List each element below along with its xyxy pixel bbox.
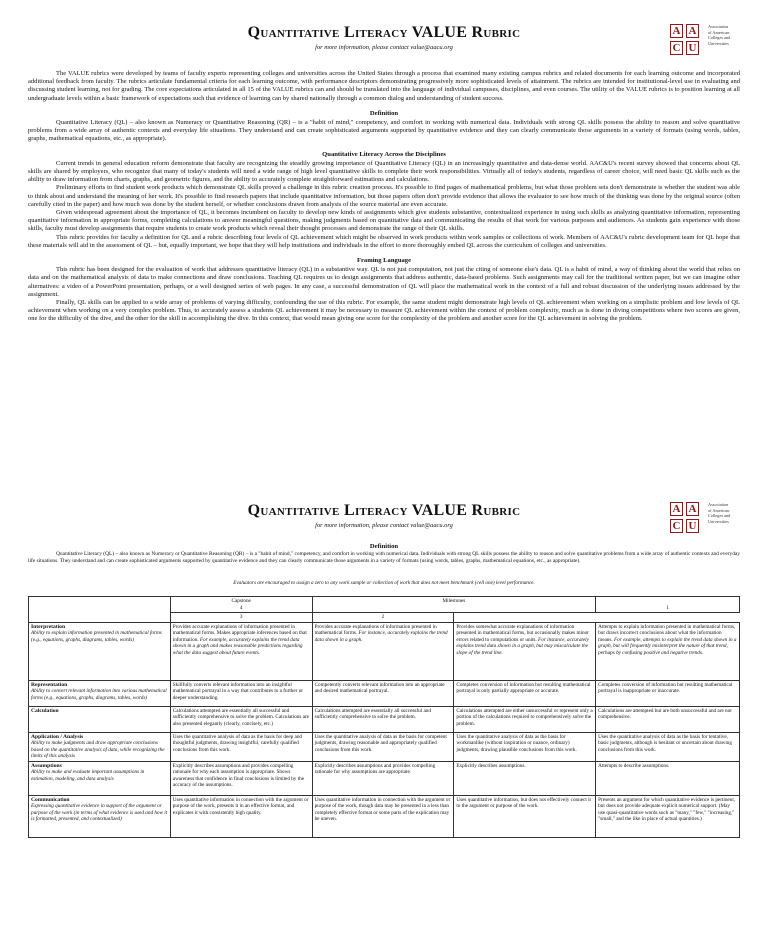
performance-cell [596, 680, 740, 706]
performance-text: Calculations are attempted but are both unsuccessful and are not comprehensive. [598, 707, 732, 720]
performance-text: Explicitly describes assumptions. [456, 762, 526, 769]
performance-text: Uses quantitative information in connection with the argument or purpose of the work, presents it in an effective format, and explicates it with consistently high quality. [172, 796, 309, 816]
criterion-name: Assumptions [31, 762, 62, 769]
criterion-cell [29, 761, 171, 795]
framing-paragraph: This rubric has been designed for the evaluation of work that addresses quantitative literacy (QL) in a substantive way. QL is not just computation, not just the citing of someone else's data. QL is a habit of mind, a way of thinking about the world that relies on data and on the mathematical analysis of data to make connections and draw conclusions. Teaching QL requires us to design assignments that address authentic, data-based problems. Such assignments may call for the traditional written paper, but we can imagine other alternatives: a video of a PowerPoint presentation, perhaps, or a well designed series of web pages. In any case, a successful demonstration of QL will place the mathematical work in the context of a full and robust discussion of the underlying issues addressed by the assignment. [28, 266, 740, 298]
disciplines-paragraph: Current trends in general education reform demonstrate that faculty are recognizing the steadily growing importance of Quantitative Literacy (QL) in an increasingly quantitative and data-dense world. AAC&U's recent survey showed that concerns about QL skills are shared by employers, who recognize that many of today's students will need a wide range of high level quantitative skills to complete their work responsibilities. Virtually all of today's students, regardless of career choice, will need basic QL skills such as the ability to draw information from charts, graphs, and geometric figures, and the ability to accurately complete straightforward estimations and calculations. [28, 159, 740, 184]
performance-text: Provides accurate explanations of information presented in mathematical forms. [314, 623, 437, 636]
criterion-cell [29, 795, 171, 837]
definition-heading: Definition [369, 543, 399, 550]
header-row [29, 597, 740, 613]
performance-text: Completes conversion of information but resulting mathematical portrayal is only partially appropriate or accurate. [456, 681, 591, 694]
criterion-name: Representation [31, 681, 68, 688]
page-two-header [0, 478, 768, 530]
logo-line: Universities [708, 518, 729, 524]
performance-example: For example, accurately explains the trend data shown in a graph and makes reasonable predictions regarding what the data suggest about future events. [172, 636, 303, 656]
performance-cell [170, 761, 312, 795]
logo-letter: A [686, 24, 699, 38]
page-title: Quantitative Literacy VALUE Rubric [247, 24, 521, 41]
page-title: Quantitative Literacy VALUE Rubric [247, 502, 521, 519]
contact-line: for more information, please contact value@aacu.org [315, 522, 453, 529]
performance-cell [170, 795, 312, 837]
performance-cell [454, 795, 596, 837]
definition-heading: Definition [369, 109, 399, 117]
capstone-label: Capstone [231, 598, 251, 604]
definition-paragraph: Quantitative Literacy (QL) – also known as Numeracy or Quantitative Reasoning (QR) – is a "habit of mind," competency, and comfort in working with numerical data. Individuals with strong QL skills possess the ability to reason and solve quantitative problems from a wide array of authentic contexts and everyday life situations. They understand and can create sophisticated arguments supported by quantitative evidence and they can clearly communicate those arguments in a variety of formats (using words, tables, graphs, mathematical equations, etc., as appropriate). [28, 119, 740, 143]
criterion-cell [29, 680, 171, 706]
performance-cell [312, 795, 454, 837]
performance-text: Presents an argument for which quantitative evidence is pertinent, but does not provide adequate explicit numerical support. (May use quasi-quantitative words such as "many," "few," "increasing," "small," and the like in place of actual quantities.) [598, 796, 736, 822]
framing-heading: Framing Language [356, 257, 412, 265]
performance-cell [454, 622, 596, 680]
performance-text: Calculations attempted are either unsuccessful or represent only a portion of the calculations required to comprehensively solve the problem. [456, 707, 593, 727]
performance-cell [454, 680, 596, 706]
performance-text: Attempts to explain information presented in mathematical forms, but draws incorrect conclusions about what the information means. [598, 623, 736, 643]
criterion-name: Interpretation [31, 623, 66, 630]
definition-paragraph: Quantitative Literacy (QL) – also known as Numeracy or Quantitative Reasoning (QR) – is a "habit of mind," competency, and comfort in working with numerical data. Individuals with strong QL skills possess the ability to reason and solve quantitative problems from a wide array of authentic contexts and everyday life situations. They understand and can create sophisticated arguments supported by quantitative evidence and they can clearly communicate those arguments in a variety of formats (using words, tables, graphs, mathematical equations, etc., as appropriate). [28, 551, 740, 564]
aacu-logo [670, 24, 750, 64]
performance-cell [170, 706, 312, 732]
logo-line: Colleges and [708, 35, 731, 41]
performance-cell [312, 680, 454, 706]
performance-cell [454, 706, 596, 732]
criterion-description: Ability to make judgments and draw appropriate conclusions based on the quantitative analysis of data, while recognizing the limits of this analysis [31, 740, 165, 759]
logo-letter: A [670, 502, 683, 516]
criterion-description: Ability to explain information presented in mathematical forms (e.g., equations, graphs, diagrams, tables, words) [31, 630, 162, 643]
performance-text: Uses the quantitative analysis of data as the basis for competent judgments, drawing reasonable and appropriately qualified conclusions from this work. [314, 733, 447, 753]
performance-example: For example, attempts to explain the trend data shown in a graph, but will frequently misinterpret the nature of that trend, perhaps by confusing positive and negative trends. [598, 636, 737, 656]
logo-line: Association [708, 24, 729, 29]
logo-wordmark [708, 502, 730, 524]
performance-text: Calculations attempted are essentially all successful and sufficiently comprehensive to solve the problem. Calculations are also presented elegantly (clearly, concisely, etc.) [172, 707, 309, 727]
disciplines-heading: Quantitative Literacy Across the Disciplines [322, 150, 446, 158]
benchmark-header [596, 597, 740, 613]
criteria-header [29, 597, 171, 623]
disciplines-paragraph: Given widespread agreement about the importance of QL, it becomes incumbent on faculty to develop new kinds of assignments which give students substantive, contextualized experience in using such skills as analyzing quantitative information, representing quantitative information in appropriate forms, completing calculations to answer meaningful questions, making judgments based on quantitative data and communicating the results of that work for various purposes and audiences. As students gain experience with those skills, faculty must develop assignments that require students to create work products which reveal their thought processes and demonstrate the range of their QL skills. [28, 209, 740, 233]
logo-letter: C [670, 519, 683, 533]
capstone-header [170, 597, 312, 613]
logo-wordmark [708, 24, 730, 46]
logo-letter: A [670, 24, 683, 38]
performance-text: Provides somewhat accurate explanations of information presented in mathematical forms, but occasionally makes minor errors related to computations or units. [456, 623, 589, 643]
performance-cell [170, 622, 312, 680]
page-one-header [0, 0, 768, 52]
performance-cell [596, 732, 740, 761]
disciplines-paragraph: Preliminary efforts to find student work products which demonstrate QL skills proved a challenge in this rubric creation process. It's possible to find pages of mathematical problems, but what those problem sets don't demonstrate is whether the student was able to think about and understand the meaning of her work. It's possible to find research papers that include quantitative information, but those papers often don't provide evidence that allows the evaluator to see how much of the thinking was done by the original source (often carefully cited in the paper) and how much was done by the student herself, or whether conclusions drawn from analysis of the source material are even accurate. [28, 184, 740, 208]
performance-cell [454, 732, 596, 761]
milestones-header: Milestones [312, 597, 596, 613]
performance-cell [312, 761, 454, 795]
performance-cell [596, 761, 740, 795]
rubric-row [29, 795, 740, 837]
performance-text: Attempts to describe assumptions. [598, 762, 670, 769]
criterion-description: Expressing quantitative evidence in support of the argument or purpose of the work (in terms of what evidence is used and how it is formatted, presented, and contextualized) [31, 803, 168, 822]
criterion-cell [29, 622, 171, 680]
criterion-cell [29, 732, 171, 761]
contact-line: for more information, please contact value@aacu.org [315, 44, 453, 51]
logo-line: of American [708, 29, 730, 35]
performance-text: Uses quantitative information in connection with the argument or purpose of the work, though data may be presented in a less than completely effective format or some parts of the explication may be uneven. [314, 796, 451, 822]
performance-text: Skillfully converts relevant information into an insightful mathematical portrayal in a way that contributes to a further or deeper understanding. [172, 681, 304, 701]
rubric-row [29, 761, 740, 795]
criterion-cell [29, 706, 171, 732]
performance-cell [312, 706, 454, 732]
criterion-name: Calculation [31, 707, 59, 714]
performance-cell [312, 622, 454, 680]
level-label: 4 [239, 604, 243, 611]
logo-line: Universities [708, 40, 729, 46]
rubric-body [29, 622, 740, 837]
page-two [0, 478, 768, 932]
logo-letter: U [686, 41, 699, 55]
performance-text: Provides accurate explanations of information presented in mathematical forms. Makes appropriate inferences based on that information. [172, 623, 307, 643]
framing-paragraph: Finally, QL skills can be applied to a wide array of problems of varying difficulty, confounding the use of this rubric. For example, the same student might demonstrate high levels of QL achievement when working on a simplistic problem and low levels of QL achievement when working on a very complex problem. Thus, to accurately assess a students QL achievement it may be necessary to measure QL achievement within the context of problem complexity, much as is done in diving competitions where two scores are given, one for the difficulty of the dive, and the other for the skill in accomplishing the dive. In this context, that would mean giving one score for the complexity of the problem and another score for the QL achievement in solving the problem. [28, 299, 740, 323]
page-two-definition [28, 536, 740, 565]
performance-text: Completes conversion of information but resulting mathematical portrayal is inappropriate or inaccurate. [598, 681, 733, 694]
rubric-row [29, 680, 740, 706]
level-three-header: 3 [170, 613, 312, 623]
performance-cell [596, 795, 740, 837]
performance-text: Uses the quantitative analysis of data as the basis for tentative, basic judgments, although is hesitant or uncertain about drawing conclusions from this work. [598, 733, 732, 753]
performance-cell [170, 732, 312, 761]
rubric-row [29, 622, 740, 680]
performance-text: Uses quantitative information, but does not effectively connect it to the argument or purpose of the work. [456, 796, 591, 809]
criterion-name: Application / Analysis [31, 733, 84, 740]
rubric-row [29, 706, 740, 732]
performance-example: For instance, accurately explains the trend data shown in a graph. [314, 630, 448, 643]
rubric-table [28, 596, 740, 838]
criterion-description: Ability to convert relevant information into various mathematical forms (e.g., equations, graphs, diagrams, tables, words) [31, 688, 167, 701]
performance-cell [596, 622, 740, 680]
performance-text: Explicitly describes assumptions and provides compelling rationale for why each assumption is appropriate. Shows awareness that confidence in final conclusions is limited by the accuracy of the assumptions. [172, 762, 305, 788]
logo-letter: A [686, 502, 699, 516]
performance-cell [454, 761, 596, 795]
rubric-row [29, 732, 740, 761]
performance-text: Uses the quantitative analysis of data as the basis for workmanlike (without inspiration or nuance, ordinary) judgments, drawing plausible conclusions from this work. [456, 733, 577, 753]
disciplines-paragraph: This rubric provides for faculty a definition for QL and a rubric describing four levels of QL achievement which might be observed in work products within work samples or collections of work. Members of AAC&U's rubric development team for QL hope that these materials will aid in the assessment of QL – but, equally important, we hope that they will help institutions and individuals in the effort to more thoroughly embed QL across the curriculum of colleges and universities. [28, 233, 740, 249]
logo-letter: C [670, 41, 683, 55]
evaluator-note: Evaluators are encouraged to assign a zero to any work sample or collection of work that does not meet benchmark (cell one) level performance. [233, 580, 535, 586]
logo-line: of American [708, 507, 730, 513]
performance-text: Uses the quantitative analysis of data as the basis for deep and thoughtful judgments, drawing insightful, carefully qualified conclusions from this work. [172, 733, 303, 753]
logo-line: Colleges and [708, 513, 731, 519]
criterion-name: Communication [31, 796, 70, 803]
logo-letter: U [686, 519, 699, 533]
performance-text: Explicitly describes assumptions and provides compelling rationale for why assumptions are appropriate. [314, 762, 436, 775]
performance-text: Competently converts relevant information into an appropriate and desired mathematical portrayal. [314, 681, 445, 694]
performance-cell [312, 732, 454, 761]
level-two-header: 2 [312, 613, 454, 623]
logo-line: Association [708, 502, 729, 507]
intro-paragraph: The VALUE rubrics were developed by teams of faculty experts representing colleges and universities across the United States through a process that examined many existing campus rubrics and related documents for each learning outcome and incorporated additional feedback from faculty. The rubrics articulate fundamental criteria for each learning outcome, with performance descriptors demonstrating progressively more sophisticated levels of attainment. The rubrics are intended for institutional-level use in evaluating and discussing student learning, not for grading. The core expectations articulated in all 15 of the VALUE rubrics can and should be translated into the language of individual campuses, disciplines, and even courses. The utility of the VALUE rubrics is to position learning at all undergraduate levels within a basic framework of expectations such that evidence of learning can by shared nationally through a common dialog and understanding of student success. [28, 70, 740, 102]
page-one-body [28, 70, 740, 324]
performance-cell [170, 680, 312, 706]
performance-text: Calculations attempted are essentially all successful and sufficiently comprehensive to solve the problem. [314, 707, 431, 720]
criterion-description: Ability to make and evaluate important assumptions in estimation, modeling, and data analysis [31, 769, 145, 782]
performance-example: For instance, accurately explains trend data shown in a graph, but may miscalculate the slope of the trend line. [456, 636, 589, 656]
level-label: 1 [666, 604, 669, 611]
performance-cell [596, 706, 740, 732]
